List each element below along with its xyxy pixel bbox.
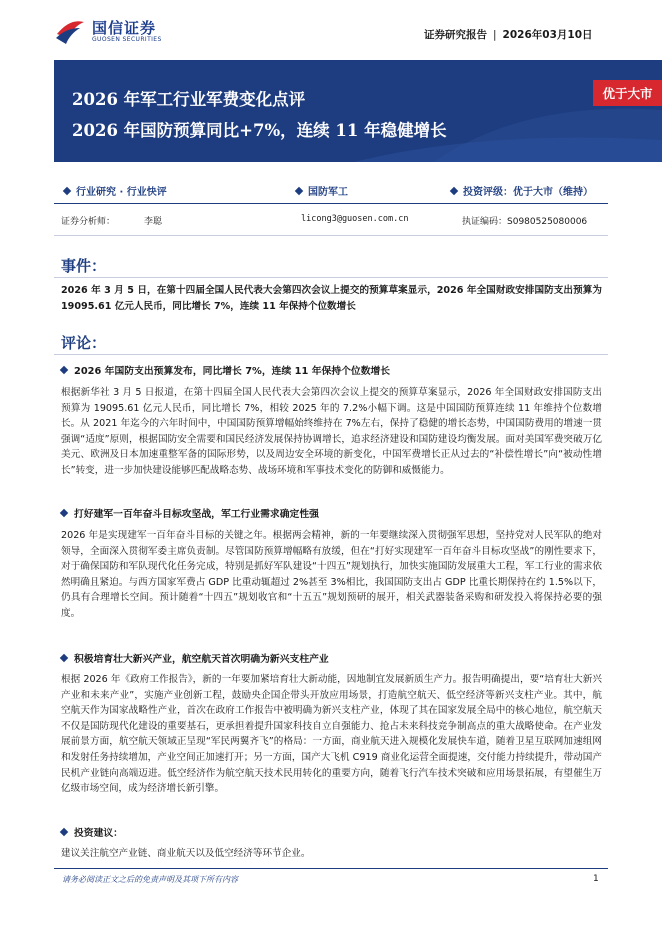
meta-category xyxy=(64,183,167,198)
analyst-name: 李聪 xyxy=(144,217,163,227)
comment-divider xyxy=(54,354,608,355)
event-text: 2026 年 3 月 5 日，在第十四届全国人民代表大会第四次会议上提交的预算草案显示，2026 年全国财政安排国防支出预算为 19095.61 亿元人民币，同比增长 7%，连续 11 年保持个位数增长 xyxy=(61,285,602,312)
subsection-text-1: 根据新华社 3 月 5 日报道，在第十四届全国人民代表大会第四次会议上提交的预算草案显示，2026 年全国财政安排国防支出预算为 19095.61 亿元人民币，同比增长 7%，相较 2025 年的 7.2%小幅下调。这是中国国防预算连续 11 年维持个位数增长。从 2021 年迄今的六年时间中，中国国防预算增幅始终维持在 7%左右，保持了稳健的增长态势，中国国防费用的增速一贯强调“适度”原则，根据国防安全需要和国民经济发展保持协调增长，追求经济建设和国防建设均衡发展。面对美国军费突破万亿美元、欧洲及日本加速重整军备的国际形势，以及周边安全环境的新变化，中国军费增长正从过去的“补偿性增长”向“被动性增长”转变，进一步加快建设能够匹配战略态势、战场环境和军事技术变化的防御和威慑能力。 xyxy=(61,387,602,476)
subsection-heading-text: 2026 年国防支出预算发布，同比增长 7%，连续 11 年保持个位数增长 xyxy=(74,366,391,377)
banner-wave-decoration xyxy=(54,60,662,162)
guosen-logo-icon xyxy=(54,14,86,46)
footer-disclaimer-note: 请务必阅读正文之后的免责声明及其项下所有内容 xyxy=(62,875,238,884)
rating-badge: 优于大市 xyxy=(593,80,662,106)
subsection-heading-text: 打好建军一百年奋斗目标攻坚战，军工行业需求确定性强 xyxy=(74,509,319,520)
subsection-heading-text: 积极培育壮大新兴产业，航空航天首次明确为新兴支柱产业 xyxy=(74,654,329,665)
diamond-bullet-icon xyxy=(295,187,303,195)
report-type: 证券研究报告 xyxy=(424,29,487,41)
report-title: 2026 年军工行业军费变化点评 xyxy=(72,90,306,109)
title-banner xyxy=(54,60,662,162)
analyst-cert: 执证编码：S0980525080006 xyxy=(462,217,588,227)
meta-rating xyxy=(451,183,593,198)
subsection-heading-2 xyxy=(61,506,602,520)
analyst-email[interactable]: licong3@guosen.com.cn xyxy=(301,214,409,224)
footer-divider xyxy=(54,868,608,869)
guosen-logo xyxy=(54,14,194,48)
logo-name-cn: 国信证券 xyxy=(92,19,157,37)
subsection-heading-text: 投资建议： xyxy=(74,828,123,839)
event-divider xyxy=(54,277,608,278)
meta-industry xyxy=(296,183,348,198)
subsection-heading-4 xyxy=(61,825,602,839)
event-section-title: 事件： xyxy=(61,257,107,275)
diamond-bullet-icon xyxy=(60,828,68,836)
diamond-bullet-icon xyxy=(60,366,68,374)
diamond-bullet-icon xyxy=(60,509,68,517)
diamond-bullet-icon xyxy=(63,187,71,195)
diamond-bullet-icon xyxy=(450,187,458,195)
analyst-divider xyxy=(54,235,608,236)
meta-divider xyxy=(54,203,608,204)
report-header-info xyxy=(424,27,593,42)
header-separator: | xyxy=(493,29,497,41)
report-subtitle: 2026 年国防预算同比+7%，连续 11 年稳健增长 xyxy=(72,121,447,140)
logo-name-en: GUOSEN SECURITIES xyxy=(92,36,162,43)
subsection-text-2: 2026 年是实现建军一百年奋斗目标的关键之年。根据两会精神，新的一年要继续深入贯彻强军思想，坚持党对人民军队的绝对领导，全面深入贯彻军委主席负责制。尽管国防预算增幅略有放缓，但在“打好实现建军一百年奋斗目标攻坚战”的刚性要求下，对于确保国防和军队现代化任务完成，特别是抓好军队建设“十四五”规划执行，加快实施国防发展重大工程，军工行业的需求依然明确且紧迫。与西方国家军费占 GDP 比重动辄超过 2%甚至 3%相比，我国国防支出占 GDP 比重长期保持在约 1.5%以下，仍具有合理增长空间。预计随着“十四五”规划收官和“十五五”规划预研的展开，相关武器装备采购和研发投入将保持必要的强度。 xyxy=(61,530,602,619)
meta-category-text: 行业研究 · 行业快评 xyxy=(76,187,167,198)
meta-industry-text: 国防军工 xyxy=(308,187,348,198)
subsection-heading-3 xyxy=(61,651,602,665)
diamond-bullet-icon xyxy=(60,654,68,662)
page-number: 1 xyxy=(593,874,599,884)
meta-rating-text: 投资评级：优于大市（维持） xyxy=(463,187,593,198)
comment-section-title: 评论： xyxy=(61,334,107,352)
analyst-label: 证券分析师： xyxy=(61,217,116,227)
subsection-heading-1 xyxy=(61,363,602,377)
subsection-text-4: 建议关注航空产业链、商业航天以及低空经济等环节企业。 xyxy=(61,848,311,859)
report-date: 2026年03月10日 xyxy=(502,29,593,41)
subsection-text-3: 根据 2026 年《政府工作报告》，新的一年要加紧培育壮大新动能，因地制宜发展新质生产力。报告明确提出，要“培育壮大新兴产业和未来产业”，实施产业创新工程，鼓励央企国企带头开放应用场景，打造航空航天、低空经济等新兴支柱产业。其中，航空航天作为国家战略性产业，首次在政府工作报告中被明确为新兴支柱产业，体现了其在国家发展全局中的核心地位，航空航天不仅是国防现代化建设的重要基石，更承担着提升国家科技自立自强能力、抢占未来科技竞争制高点的重大战略使命。在产业发展前景方面，航空航天领域正呈现“军民两翼齐飞”的格局：一方面，商业航天进入规模化发展快车道，随着卫星互联网加速组网和发射任务持续增加，产业空间正加速打开；另一方面，国产大飞机 C919 商业化运营全面提速，交付能力持续提升，带动国产民机产业链向高端迈进。低空经济作为航空航天技术民用转化的重要方向，随着飞行汽车技术突破和应用场景拓展，有望催生万亿级市场空间，成为经济增长新引擎。 xyxy=(61,674,602,795)
